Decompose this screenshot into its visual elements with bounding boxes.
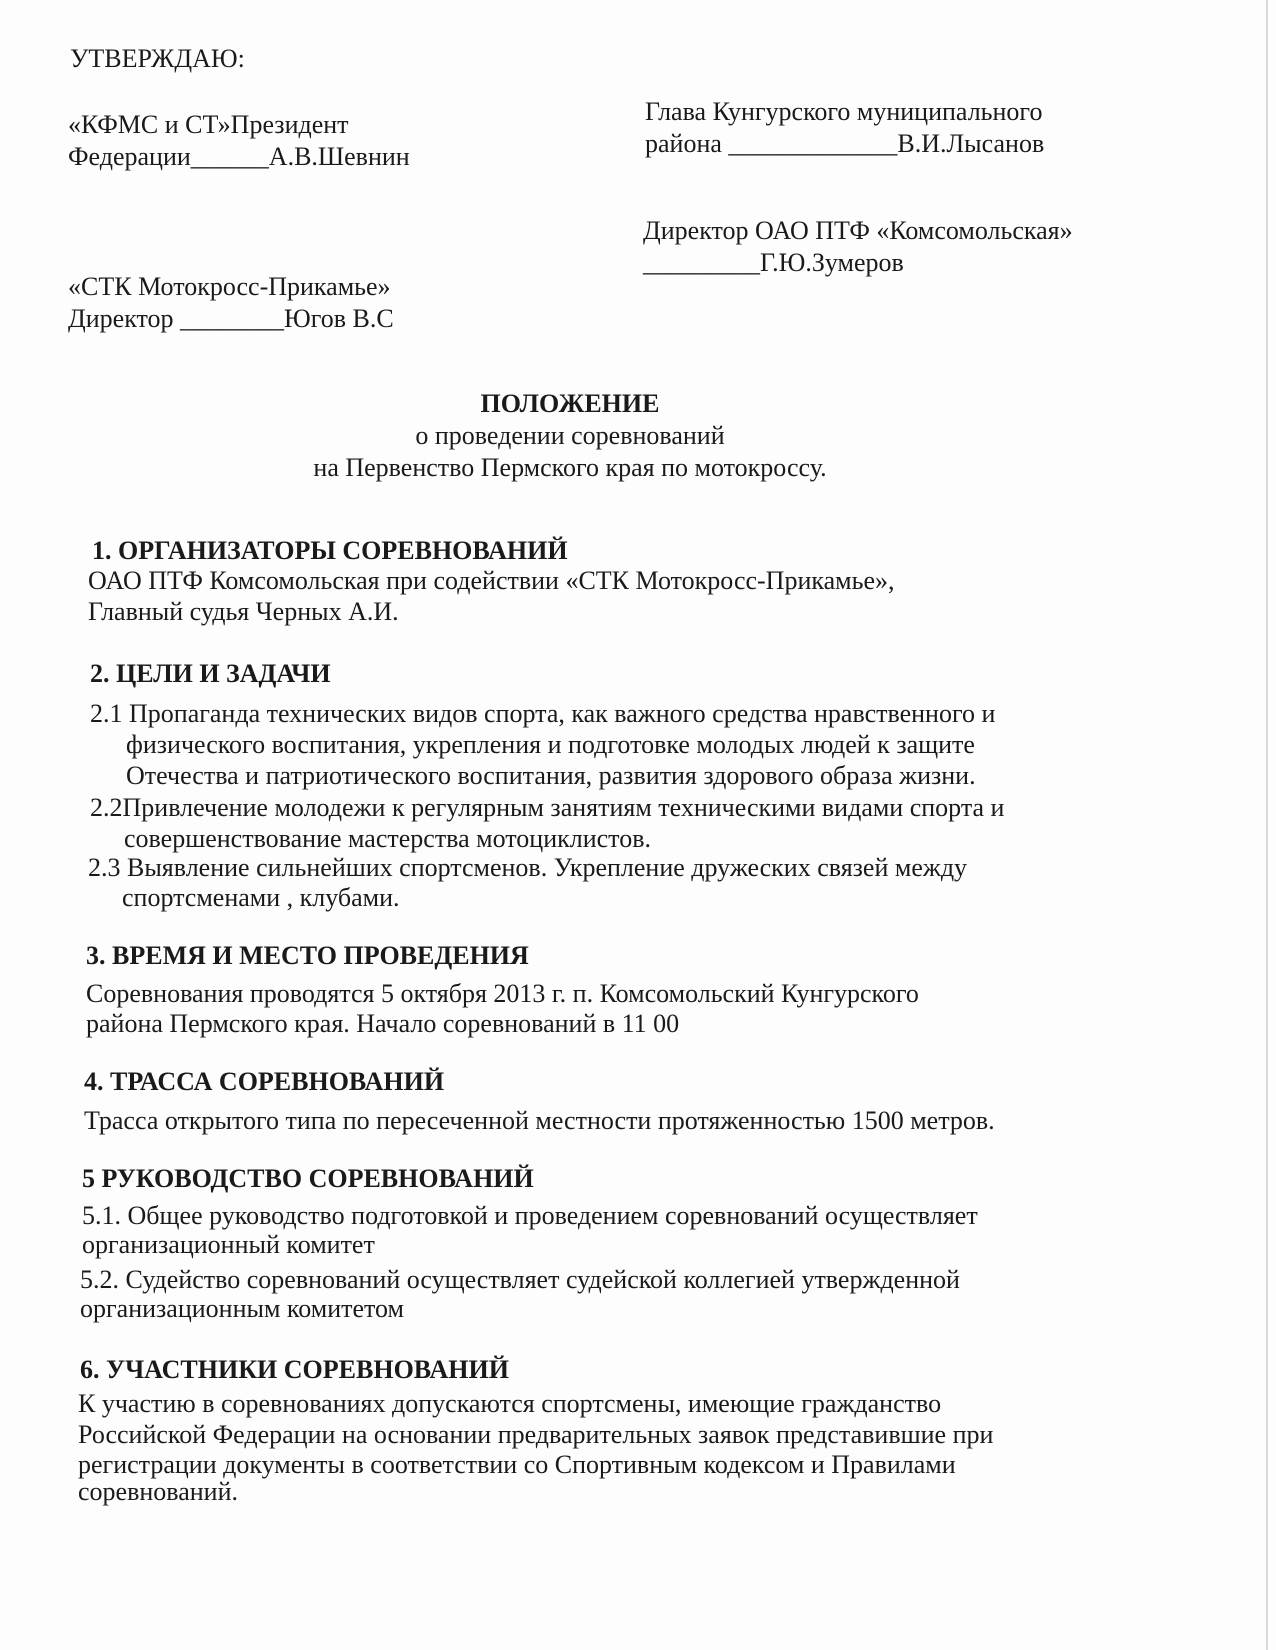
document-title: ПОЛОЖЕНИЕ xyxy=(480,389,660,418)
section-6-text-2: Российской Федерации на основании предварительных заявок представившие при xyxy=(78,1420,994,1449)
section-2-item-1-line-1: 2.1 Пропаганда технических видов спорта, как важного средства нравственного и xyxy=(90,699,996,728)
section-5-text-1: 5.1. Общее руководство подготовкой и проведением соревнований осуществляет xyxy=(82,1201,978,1230)
document-subtitle-1: о проведении соревнований xyxy=(415,421,725,450)
section-6-heading: 6. УЧАСТНИКИ СОРЕВНОВАНИЙ xyxy=(80,1355,509,1384)
section-6-text-1: К участию в соревнованиях допускаются спортсмены, имеющие гражданство xyxy=(78,1389,942,1418)
section-1-heading: 1. ОРГАНИЗАТОРЫ СОРЕВНОВАНИЙ xyxy=(92,536,568,565)
section-3-heading: 3. ВРЕМЯ И МЕСТО ПРОВЕДЕНИЯ xyxy=(86,941,529,970)
approver-director-line2: _________Г.Ю.Зумеров xyxy=(643,248,904,277)
approver-director-line1: Директор ОАО ПТФ «Комсомольская» xyxy=(643,216,1073,245)
section-3-text-1: Соревнования проводятся 5 октября 2013 г. п. Комсомольский Кунгурского xyxy=(86,979,919,1008)
approve-heading: УТВЕРЖДАЮ: xyxy=(70,44,245,73)
section-2-item-1-line-2: физического воспитания, укрепления и подготовке молодых людей к защите xyxy=(126,730,975,759)
approver-head-line1: Глава Кунгурского муниципального xyxy=(645,97,1043,126)
section-4-heading: 4. ТРАССА СОРЕВНОВАНИЙ xyxy=(84,1067,445,1096)
section-1-text-2: Главный судья Черных А.И. xyxy=(88,597,399,626)
section-5-text-3: 5.2. Судейство соревнований осуществляет судейской коллегией утвержденной xyxy=(80,1265,960,1294)
page-edge xyxy=(1266,0,1268,1650)
section-2-item-2-line-1: 2.2Привлечение молодежи к регулярным занятиям техническими видами спорта и xyxy=(90,793,1005,822)
section-2-item-1-line-3: Отечества и патриотического воспитания, развития здорового образа жизни. xyxy=(126,761,976,790)
section-5-text-4: организационным комитетом xyxy=(80,1294,404,1323)
section-6-text-4: соревнований. xyxy=(78,1477,238,1506)
approver-head-line2: района _____________В.И.Лысанов xyxy=(645,129,1045,158)
section-2-item-2-line-2: совершенствование мастерства мотоциклистов. xyxy=(124,824,651,853)
section-2-item-3-line-2: спортсменами , клубами. xyxy=(122,883,400,912)
approver-kfms-line1: «КФМС и СТ»Президент xyxy=(68,110,349,139)
approver-kfms-line2: Федерации______А.В.Шевнин xyxy=(68,142,410,171)
section-6-text-3: регистрации документы в соответствии со Спортивным кодексом и Правилами xyxy=(78,1450,956,1479)
section-5-heading: 5 РУКОВОДСТВО СОРЕВНОВАНИЙ xyxy=(82,1164,534,1193)
approver-stk-line2: Директор ________Югов В.С xyxy=(68,304,394,333)
section-5-text-2: организационный комитет xyxy=(82,1230,375,1259)
section-2-item-3-line-1: 2.3 Выявление сильнейших спортсменов. Укрепление дружеских связей между xyxy=(88,853,968,882)
section-1-text-1: ОАО ПТФ Комсомольская при содействии «СТК Мотокросс-Прикамье», xyxy=(88,566,895,595)
section-4-text-1: Трасса открытого типа по пересеченной местности протяженностью 1500 метров. xyxy=(84,1106,995,1135)
document-subtitle-2: на Первенство Пермского края по мотокроссу. xyxy=(313,453,827,482)
approver-stk-line1: «СТК Мотокросс-Прикамье» xyxy=(68,272,391,301)
section-2-heading: 2. ЦЕЛИ И ЗАДАЧИ xyxy=(90,659,331,688)
section-3-text-2: района Пермского края. Начало соревнований в 11 00 xyxy=(86,1009,680,1038)
